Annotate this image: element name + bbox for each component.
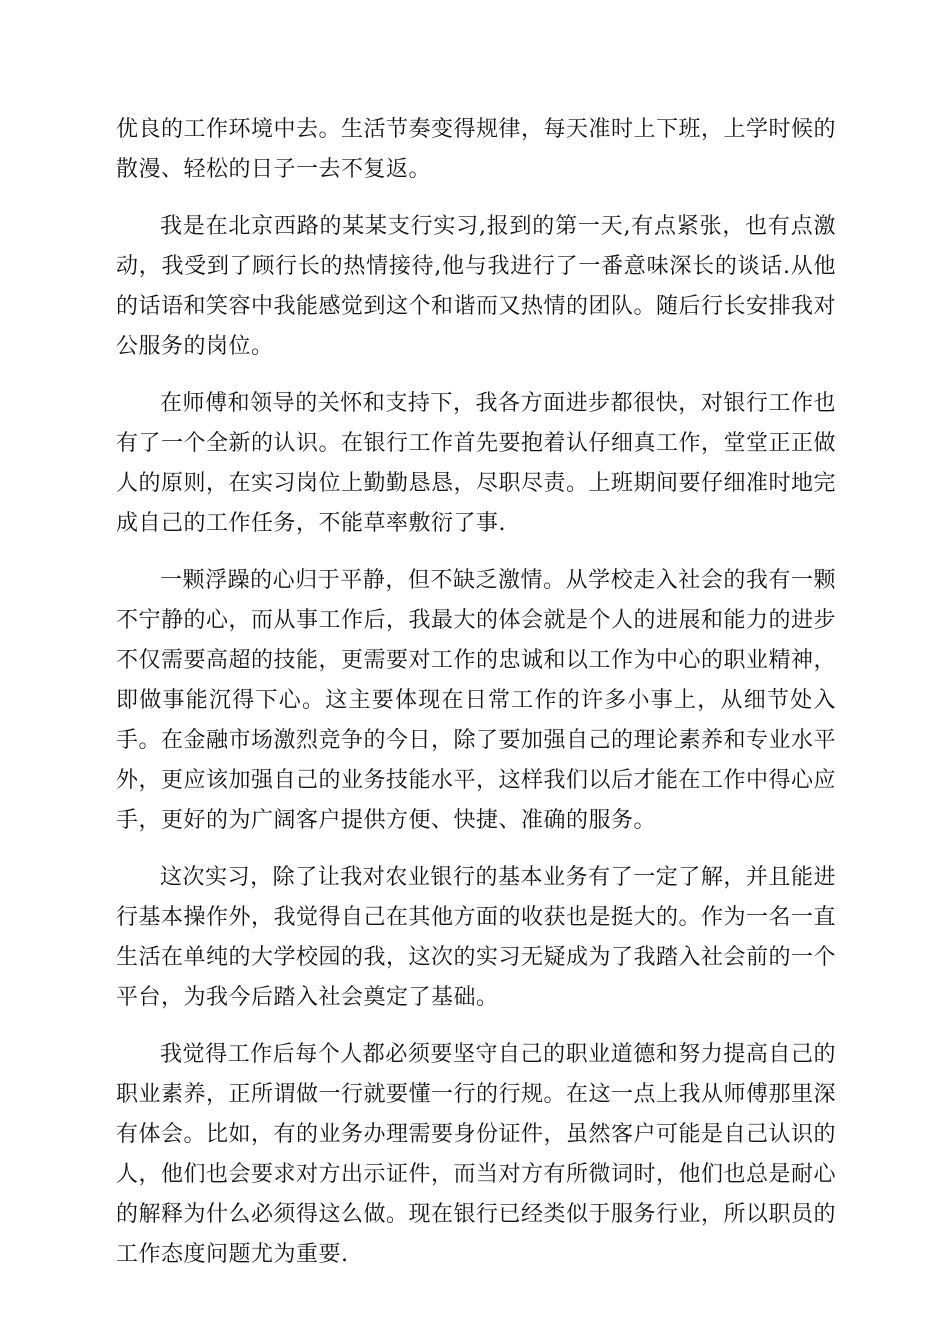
paragraph: 在师傅和领导的关怀和支持下，我各方面进步都很快，对银行工作也有了一个全新的认识。在银行工作首先要抱着认仔细真工作，堂堂正正做人的原则，在实习岗位上勤勤恳恳，尽职尽责。上班期间要仔细准时地完成自己的工作任务，不能草率敷衍了事.: [116, 391, 837, 536]
paragraph: 我是在北京西路的某某支行实习,报到的第一天,有点紧张，也有点激动，我受到了顾行长的热情接待,他与我进行了一番意味深长的谈话.从他的话语和笑容中我能感觉到这个和谐而又热情的团队。随后行长安排我对公服务的岗位。: [116, 214, 837, 359]
paragraph: 一颗浮躁的心归于平静，但不缺乏激情。从学校走入社会的我有一颗不宁静的心，而从事工作后，我最大的体会就是个人的进展和能力的进步不仅需要高超的技能，更需要对工作的忠诚和以工作为中心的职业精神，即做事能沉得下心。这主要体现在日常工作的许多小事上，从细节处入手。在金融市场激烈竞争的今日，除了要加强自己的理论素养和专业水平外，更应该加强自己的业务技能水平，这样我们以后才能在工作中得心应手，更好的为广阔客户提供方便、快捷、准确的服务。: [116, 568, 837, 833]
paragraph: 这次实习，除了让我对农业银行的基本业务有了一定了解，并且能进行基本操作外，我觉得自己在其他方面的收获也是挺大的。作为一名一直生活在单纯的大学校园的我，这次的实习无疑成为了我踏入社会前的一个平台，为我今后踏入社会奠定了基础。: [116, 865, 837, 1010]
paragraph: 我觉得工作后每个人都必须要坚守自己的职业道德和努力提高自己的职业素养，正所谓做一行就要懂一行的行规。在这一点上我从师傅那里深有体会。比如，有的业务办理需要身份证件，虽然客户可能是自己认识的人，他们也会要求对方出示证件，而当对方有所微词时，他们也总是耐心的解释为什么必须得这么做。现在银行已经类似于服务行业，所以职员的工作态度问题尤为重要.: [116, 1042, 837, 1267]
document-body: [116, 110, 836, 1292]
paragraph-continued: 优良的工作环境中去。生活节奏变得规律，每天准时上下班，上学时候的散漫、轻松的日子一去不复返。: [116, 117, 837, 182]
